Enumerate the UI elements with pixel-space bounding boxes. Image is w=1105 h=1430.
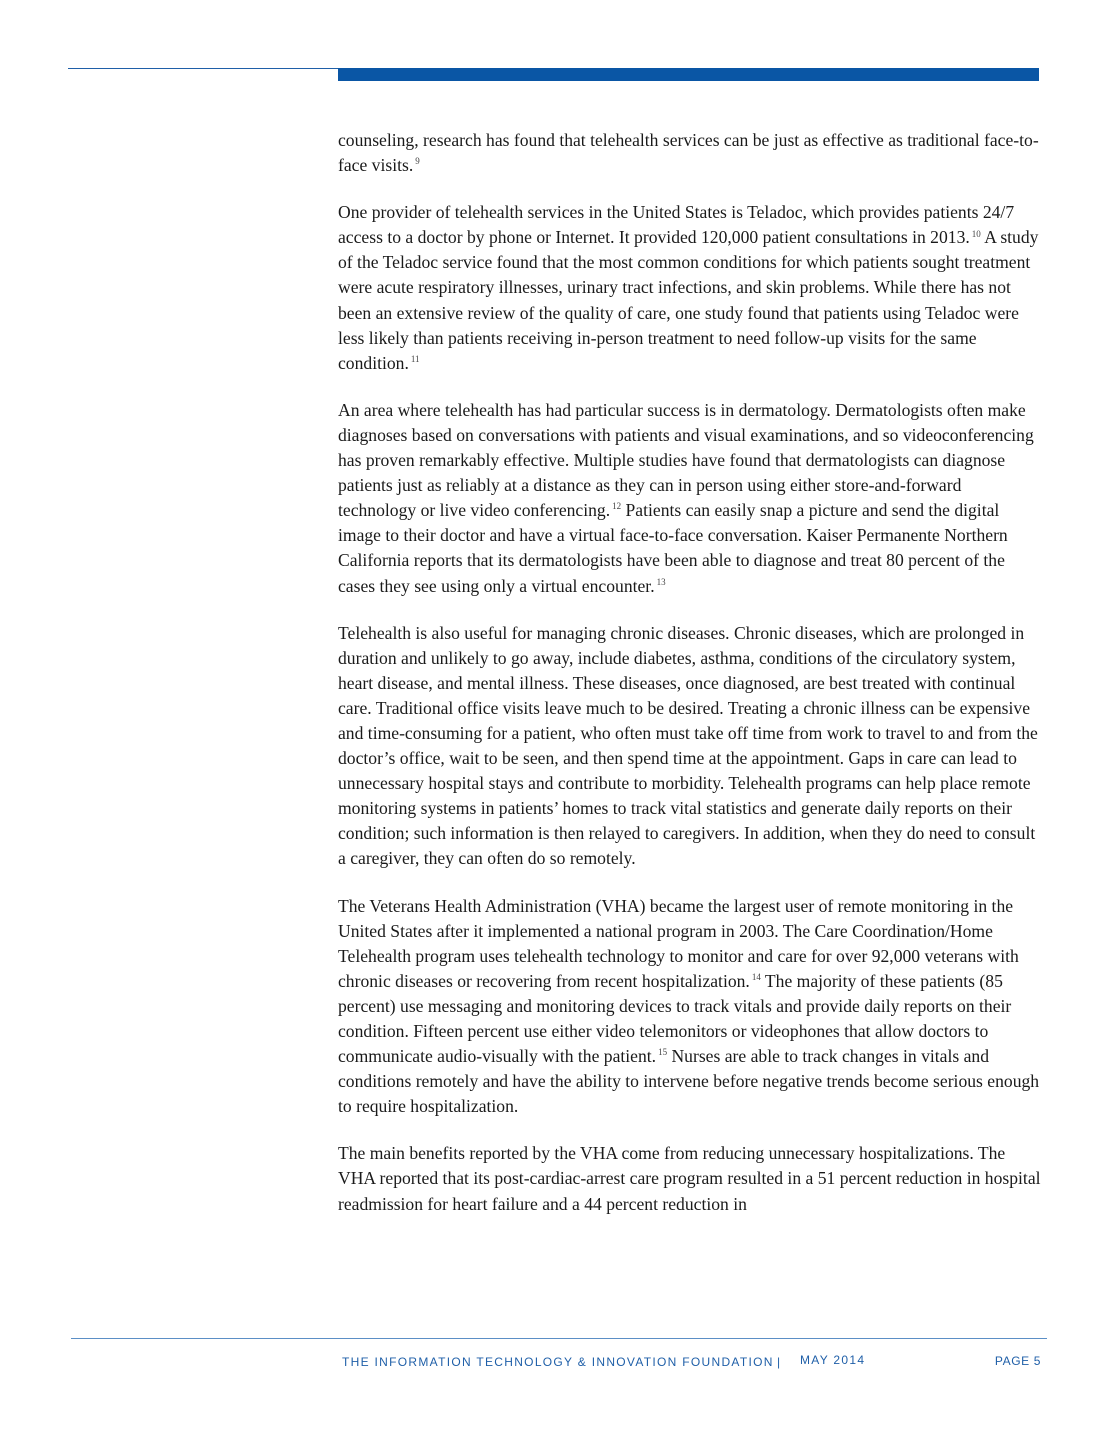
footer-organization: THE INFORMATION TECHNOLOGY & INNOVATION FOUNDATION xyxy=(342,1355,774,1369)
header-thin-rule xyxy=(68,68,340,69)
body-paragraph xyxy=(338,621,1043,872)
footnote-reference: 11 xyxy=(410,354,420,364)
footnote-reference: 10 xyxy=(971,228,981,239)
paragraph-text: Nurses are able to track changes in vitals and conditions remotely and have the ability to intervene before negative trends become serious enough to require hospitalization. xyxy=(338,1046,1040,1117)
paragraph-text: Patients can easily snap a picture and send the digital image to their doctor and have a virtual face-to-face conversation. Kaiser Permanente Northern California reports that its dermatologists have been able to diagnose and treat 80 percent of the cases they see using only a virtual encounter. xyxy=(338,500,1008,596)
document-body xyxy=(338,128,1043,1239)
footnote-reference: 9 xyxy=(415,156,420,167)
body-paragraph xyxy=(338,1141,1043,1216)
header-accent-bar xyxy=(338,68,1039,81)
paragraph-text: The Veterans Health Administration (VHA) became the largest user of remote monitoring in the United States after it implemented a national program in 2003. The Care Coordination/Home Telehealth program uses telehealth technology to monitor and care for over 92,000 veterans with chronic diseases or recovering from recent hospitalization. xyxy=(338,895,1019,991)
paragraph-text: The main benefits reported by the VHA come from reducing unnecessary hospitalizations. The VHA reported that its post-cardiac-arrest care program resulted in a 51 percent reduction in hospital readmission for heart failure and a 44 percent reduction in xyxy=(338,1143,1041,1214)
body-paragraph xyxy=(338,200,1043,376)
footer-rule xyxy=(71,1338,1047,1339)
footer-page-number: PAGE 5 xyxy=(994,1354,1041,1368)
paragraph-text: The majority of these patients (85 percent) use messaging and monitoring devices to track vitals and provide daily reports on their condition. Fifteen percent use either video telemonitors or videophones that allow doctors to communicate audio-visually with the patient. xyxy=(338,970,1012,1067)
footnote-reference: 15 xyxy=(658,1047,668,1058)
body-paragraph xyxy=(338,128,1043,178)
paragraph-text: An area where telehealth has had particular success is in dermatology. Dermatologists often make diagnoses based on conversations with patients and visual examinations, and so videoconferencing has proven remarkably effective. Multiple studies have found that dermatologists can diagnose patients just as reliably at a distance as they can in person using either store-and-forward technology or live video conferencing. xyxy=(338,399,1034,521)
paragraph-text: Telehealth is also useful for managing chronic diseases. Chronic diseases, which are prolonged in duration and unlikely to go away, include diabetes, asthma, conditions of the circulatory system, heart disease, and mental illness. These diseases, once diagnosed, are best treated with continual care. Traditional office visits leave much to be desired. Treating a chronic illness can be expensive and time-consuming for a patient, who often must take off time from work to travel to and from the doctor’s office, wait to be seen, and then spend time at the appointment. Gaps in care can lead to unnecessary hospital stays and contribute to morbidity. Telehealth programs can help place remote monitoring systems in patients’ homes to track vital statistics and generate daily reports on their condition; such information is then relayed to caregivers. In addition, when they do need to consult a caregiver, they can often do so remotely. xyxy=(338,622,1038,869)
paragraph-text: One provider of telehealth services in the United States is Teladoc, which provides patients 24/7 access to a doctor by phone or Internet. It provided 120,000 patient consultations in 2013. xyxy=(338,202,1015,248)
footer-date: MAY 2014 xyxy=(800,1353,866,1367)
body-paragraph xyxy=(338,894,1043,1120)
paragraph-text: A study of the Teladoc service found that the most common conditions for which patients sought treatment were acute respiratory illnesses, urinary tract infections, and skin problems. While there has not been an extensive review of the quality of care, one study found that patients using Teladoc were less likely than patients receiving in-person treatment to need follow-up visits for the same condition. xyxy=(338,227,1039,373)
paragraph-text: counseling, research has found that telehealth services can be just as effective as traditional face-to-face visits. xyxy=(338,130,1039,176)
footnote-reference: 13 xyxy=(656,576,666,587)
footnote-reference: 12 xyxy=(612,501,622,512)
footnote-reference: 14 xyxy=(751,972,761,983)
body-paragraph xyxy=(338,398,1043,599)
footer-separator: | xyxy=(777,1355,782,1369)
